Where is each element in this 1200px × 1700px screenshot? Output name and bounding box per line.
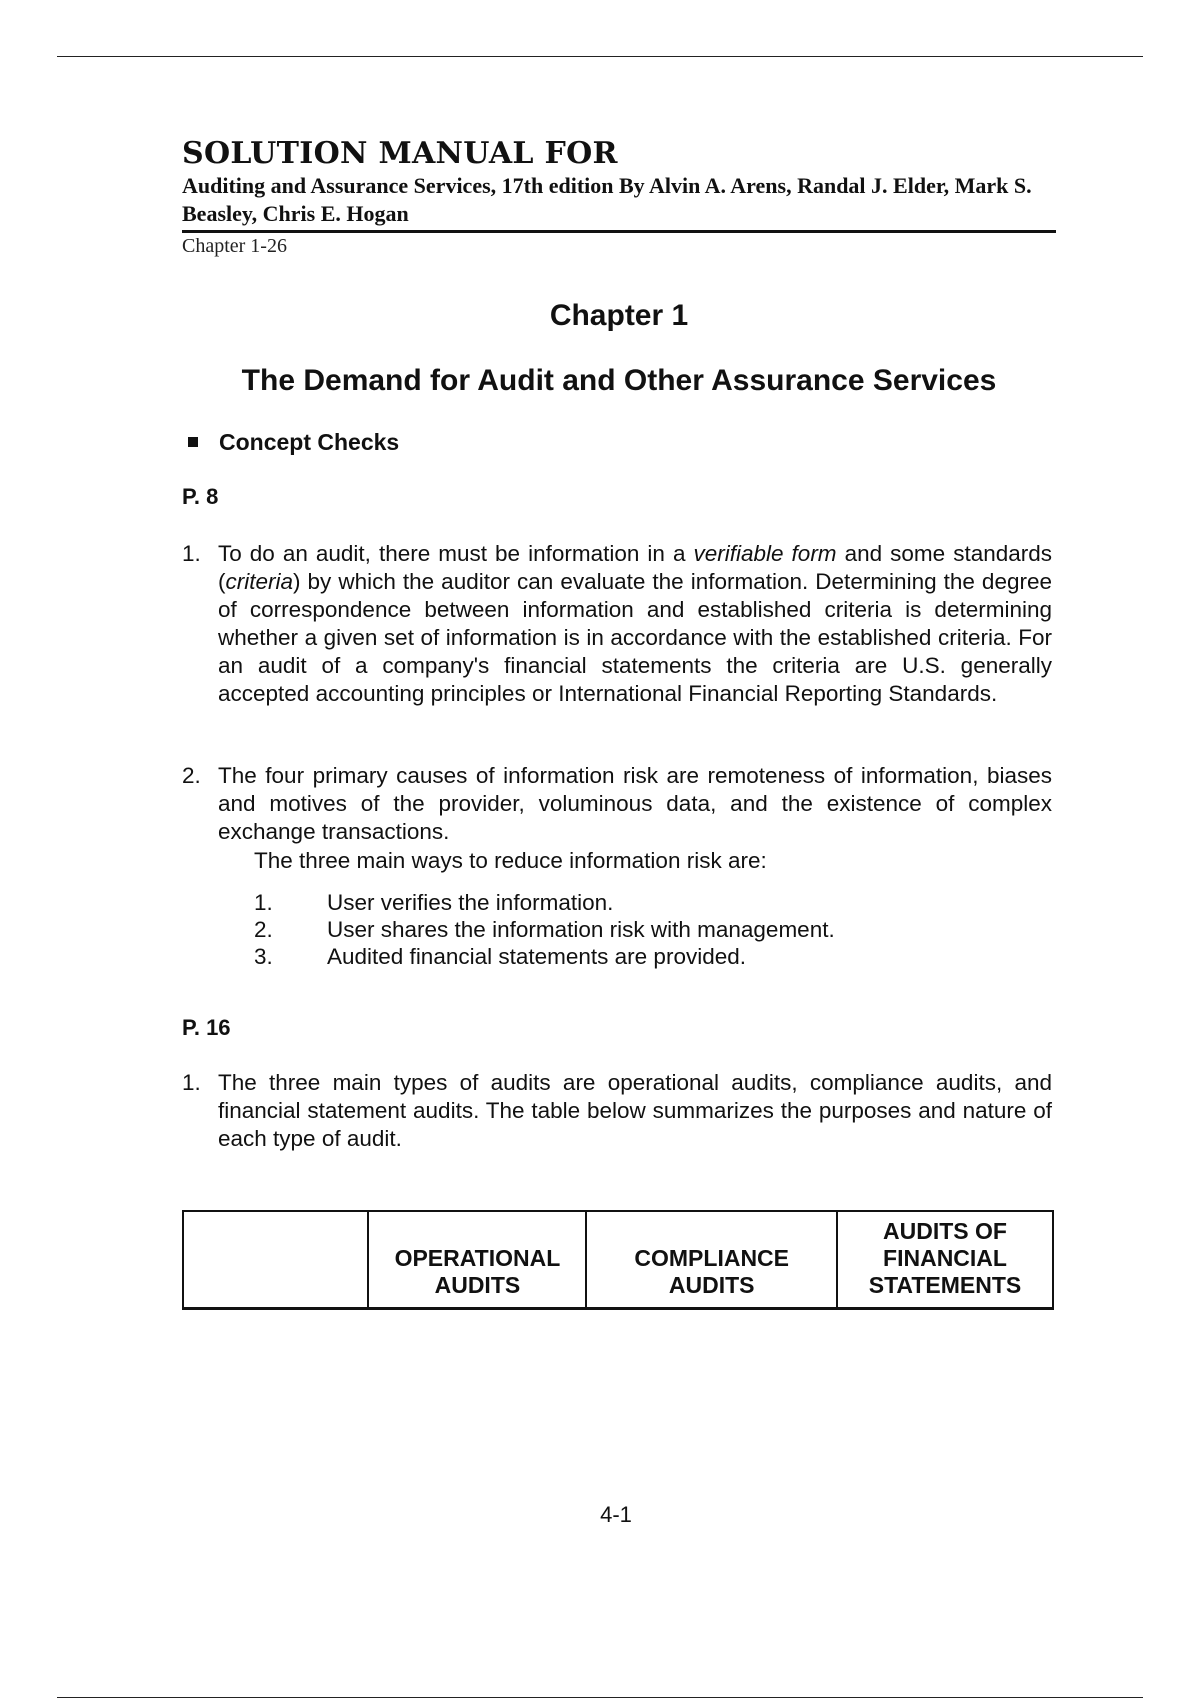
list-item [254, 943, 954, 970]
risk-reduction-list [254, 889, 954, 970]
section-heading [182, 427, 399, 457]
item-number: 2. [182, 763, 201, 788]
item-number: 1. [182, 541, 201, 566]
table-header-cell: AUDITS OF FINANCIAL STATEMENTS [837, 1211, 1053, 1309]
book-subtitle: Auditing and Assurance Services, 17th edition By Alvin A. Arens, Randal J. Elder, Mark S. Beasley, Chris E. Hogan [182, 173, 1032, 226]
item-text-emphasis: criteria [225, 569, 294, 594]
answer-item-p8-2 [182, 762, 1052, 846]
item-text: The three main types of audits are operational audits, compliance audits, and financial statement audits. The table below summarizes the purposes and nature of each type of audit. [218, 1070, 1052, 1151]
page-reference-p16: P. 16 [182, 1015, 231, 1040]
square-bullet-icon [188, 437, 198, 447]
page-number: 4-1 [600, 1502, 632, 1527]
page-reference-p8: P. 8 [182, 484, 219, 509]
list-item-number: 3. [254, 944, 273, 969]
section-heading-label: Concept Checks [219, 429, 400, 455]
table-header-cell [183, 1211, 368, 1309]
chapter-range: Chapter 1-26 [182, 235, 287, 257]
item-text-emphasis: verifiable form [693, 541, 837, 566]
answer-item-p8-1 [182, 540, 1052, 708]
answer-item-p16-1 [182, 1069, 1052, 1153]
table-header-row [183, 1211, 1053, 1309]
list-item-number: 2. [254, 917, 273, 942]
list-item [254, 889, 954, 916]
table-header-cell: OPERATIONAL AUDITS [368, 1211, 586, 1309]
top-rule [57, 56, 1143, 57]
item-text-part: ) by which the auditor can evaluate the information. Determining the degree of correspondence between information and established criteria is determining whether a given set of information is in accordance with the established criteria. For an audit of a company's financial statements the criteria are U.S. generally accepted accounting principles or International Financial Reporting Standards. [218, 569, 1052, 706]
list-item-text: Audited financial statements are provided. [327, 944, 746, 969]
list-item-text: User verifies the information. [327, 890, 614, 915]
chapter-title: The Demand for Audit and Other Assurance Services [241, 364, 997, 397]
risk-reduction-intro: The three main ways to reduce information risk are: [254, 848, 767, 873]
item-number: 1. [182, 1070, 201, 1095]
audit-types-table [182, 1210, 1054, 1310]
list-item-number: 1. [254, 890, 273, 915]
table-header-cell: COMPLIANCE AUDITS [586, 1211, 837, 1309]
bottom-rule [57, 1697, 1143, 1698]
list-item-text: User shares the information risk with management. [327, 917, 835, 942]
item-text-part: To do an audit, there must be information in a [218, 541, 694, 566]
item-text: The four primary causes of information risk are remoteness of information, biases and motives of the provider, voluminous data, and the existence of complex exchange transactions. [218, 763, 1052, 844]
document-header [182, 136, 1056, 259]
chapter-number: Chapter 1 [549, 299, 689, 332]
item-text-part: and some standards ( [218, 541, 1053, 594]
manual-title: SOLUTION MANUAL FOR [182, 136, 618, 171]
item-text [218, 540, 1052, 708]
list-item [254, 916, 954, 943]
